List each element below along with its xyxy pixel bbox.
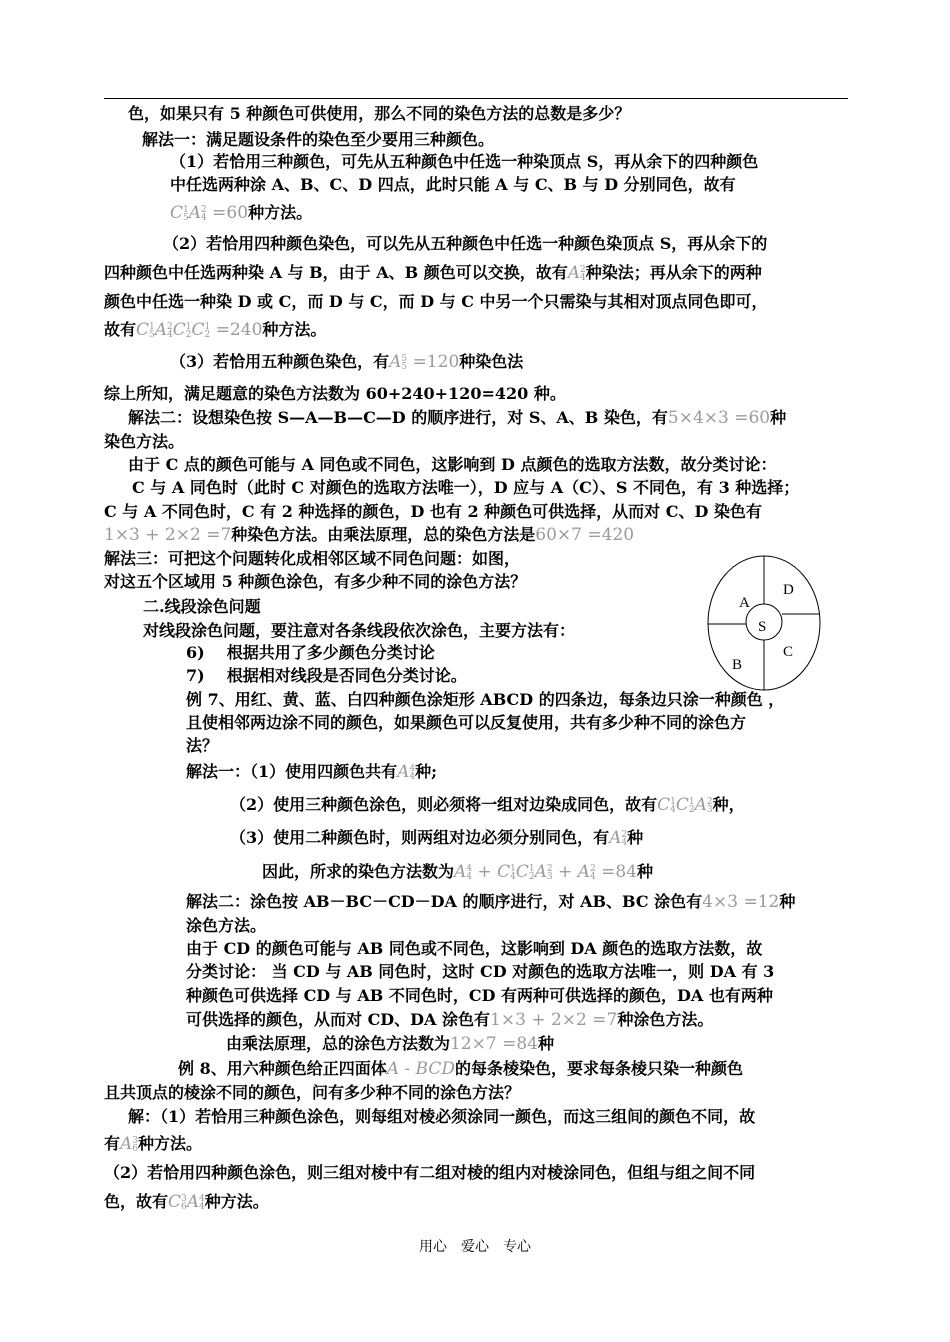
text-line-with-formula: 因此，所求的染色方法数为A 4 4 + C 1 4 C 1 2 A 2 3 + A 2 4 =84种 [262,862,653,882]
math-formula: A 3 6 [120,1134,139,1154]
text-line-with-formula: 由乘法原理，总的涂色方法数为12×7 =84种 [226,1034,555,1054]
text-line: 解法一：满足题设条件的染色至少要用三种颜色。 [142,130,495,149]
section-heading: 二.线段涂色问题 [143,597,261,616]
text-line-with-formula: 解法二：涂色按 AB－BC－CD－DA 的顺序进行，对 AB、BC 涂色有4×3 =12种 [186,892,796,912]
text-line: 对这五个区域用 5 种颜色涂色，有多少种不同的涂色方法？ [104,572,527,591]
math-formula: C 1 4 C 1 2 A 2 3 [657,795,713,815]
text-line: （2）若恰用四种颜色涂色，则三组对棱中有二组对棱的组内对棱涂同色，但组与组之间不同 [104,1163,756,1182]
region-coloring-diagram [705,552,827,692]
region-label-a: A [739,595,750,611]
math-formula: 12×7 =84 [450,1034,538,1054]
text-line: 解：（1）若恰用三种颜色涂色，则每组对棱必须涂同一颜色，而这三组间的颜色不同，故 [128,1107,756,1126]
region-label-d: D [783,582,794,598]
math-formula: 60×7 =420 [535,525,635,545]
text-line: （1）若恰用三种颜色，可先从五种颜色中任选一种染顶点 S，再从余下的四种颜色 [170,152,759,171]
text-line: 综上所知，满足题意的染色方法数为 60+240+120=420 种。 [104,384,566,403]
math-formula: A 4 4 [397,762,416,782]
math-formula: A 4 4 + C 1 4 C 1 2 A 2 3 + A 2 4 =84 [454,862,637,882]
text-line-with-formula: 四种颜色中任选两种染 A 与 B，由于 A、B 颜色可以交换，故有A 2 4 种染法；再从余下的两种 [104,263,762,283]
text-line: 对线段涂色问题，要注意对各条线段依次涂色，主要方法有： [143,621,576,640]
text-line-with-formula: 可供选择的颜色，从而对 CD、DA 涂色有1×3 + 2×2 =7种涂色方法。 [186,1010,714,1030]
text-line-with-formula: 例 8、用六种颜色给正四面体A - BCD的每条棱染色，要求每条棱只染一种颜色 [178,1059,744,1079]
math-formula: C 1 5 A 2 4 C 1 2 C 1 2 =240 [136,320,263,340]
math-formula: 1×3 + 2×2 =7 [490,1010,618,1030]
math-formula: A 2 4 [609,828,628,848]
math-formula: A 5 5 =120 [389,352,460,372]
text-line: 解法三：可把这个问题转化成相邻区域不同色问题：如图， [104,549,521,568]
text-line: 且共顶点的棱涂不同的颜色，问有多少种不同的涂色方法？ [104,1083,521,1102]
region-label-b: B [732,657,743,673]
text-line: C 与 A 同色时（此时 C 对颜色的选取方法唯一），D 应与 A（C）、S 不同色，有 3 种选择； [132,478,800,497]
text-line: 由于 C 点的颜色可能与 A 同色或不同色，这影响到 D 点颜色的选取方法数，故分类讨论： [128,455,777,474]
text-line-with-formula: （2）使用三种颜色涂色，则必须将一组对边染成同色，故有C 1 4 C 1 2 A 2 3 种， [230,795,745,815]
text-line-with-formula: （3）使用二种颜色时，则两组对边必须分别同色，有A 2 4 种 [230,828,644,848]
text-line: 分类讨论： 当 CD 与 AB 同色时，这时 CD 对颜色的选取方法唯一，则 DA 有 3 [186,962,775,981]
text-line: 由于 CD 的颜色可能与 AB 同色或不同色，这影响到 DA 颜色的选取方法数，故 [186,939,763,958]
text-line: 染色方法。 [104,432,185,451]
text-line-with-formula: 1×3 + 2×2 =7种染色方法。由乘法原理，总的染色方法是60×7 =420 [104,525,635,545]
math-formula: A - BCD [386,1059,455,1079]
math-formula: C 3 6 A 4 4 [168,1192,205,1212]
text-line-with-formula: 有A 3 6 种方法。 [104,1134,203,1154]
text-line: 涂色方法。 [186,916,267,935]
text-line: 颜色中任选一种染 D 或 C，而 D 与 C，而 D 与 C 中另一个只需染与其相对顶点同色即可， [104,292,768,311]
text-line: 种颜色可供选择 CD 与 AB 不同色时，CD 有两种可供选择的颜色，DA 也有两种 [186,986,773,1005]
text-line-with-formula: 故有C 1 5 A 2 4 C 1 2 C 1 2 =240种方法。 [104,320,327,340]
text-line: 例 7、用红、黄、蓝、白四种颜色涂矩形 ABCD 的四条边，每条边只涂一种颜色 ， [186,690,785,709]
text-line: 法？ [186,736,219,755]
text-line-with-formula: （3）若恰用五种颜色染色，有A 5 5 =120种染色法 [170,352,524,372]
math-formula: C 1 5 A 2 4 =60 [170,203,249,223]
math-formula: 5×4×3 =60 [667,408,771,428]
text-line: 中任选两种涂 A、B、C、D 四点，此时只能 A 与 C、B 与 D 分别同色，故有 [170,175,736,194]
text-line-with-formula: 色，故有C 3 6 A 4 4 种方法。 [104,1192,269,1212]
region-label-s: S [758,619,767,635]
text-line: 色，如果只有 5 种颜色可供使用，那么不同的染色方法的总数是多少？ [128,104,631,123]
math-formula: 4×3 =12 [702,892,780,912]
page-footer: 用心 爱心 专心 [419,1239,531,1255]
region-label-c: C [783,644,794,660]
header-rule [104,98,848,99]
text-line: （2）若恰用四种颜色染色，可以先从五种颜色中任选一种颜色染顶点 S，再从余下的 [163,234,768,253]
text-line-with-formula: 解法二：设想染色按 S—A—B—C—D 的顺序进行，对 S、A、B 染色，有5×4×3 =60种 [128,408,787,428]
list-item: 7) 根据相对线段是否同色分类讨论。 [186,666,467,685]
math-formula: 1×3 + 2×2 =7 [104,525,232,545]
text-line: 且使相邻两边涂不同的颜色，如果颜色可以反复使用，共有多少种不同的涂色方 [186,713,747,732]
text-line-with-formula: C 1 5 A 2 4 =60种方法。 [170,203,313,223]
text-line-with-formula: 解法一：（1）使用四颜色共有A 4 4 种; [186,762,438,782]
list-item: 6) 根据共用了多少颜色分类讨论 [186,643,435,662]
math-formula: A 2 4 [567,263,586,283]
text-line: C 与 A 不同色时，C 有 2 种选择的颜色，D 也有 2 种颜色可供选择，从而对 C、D 染色有 [104,502,762,521]
